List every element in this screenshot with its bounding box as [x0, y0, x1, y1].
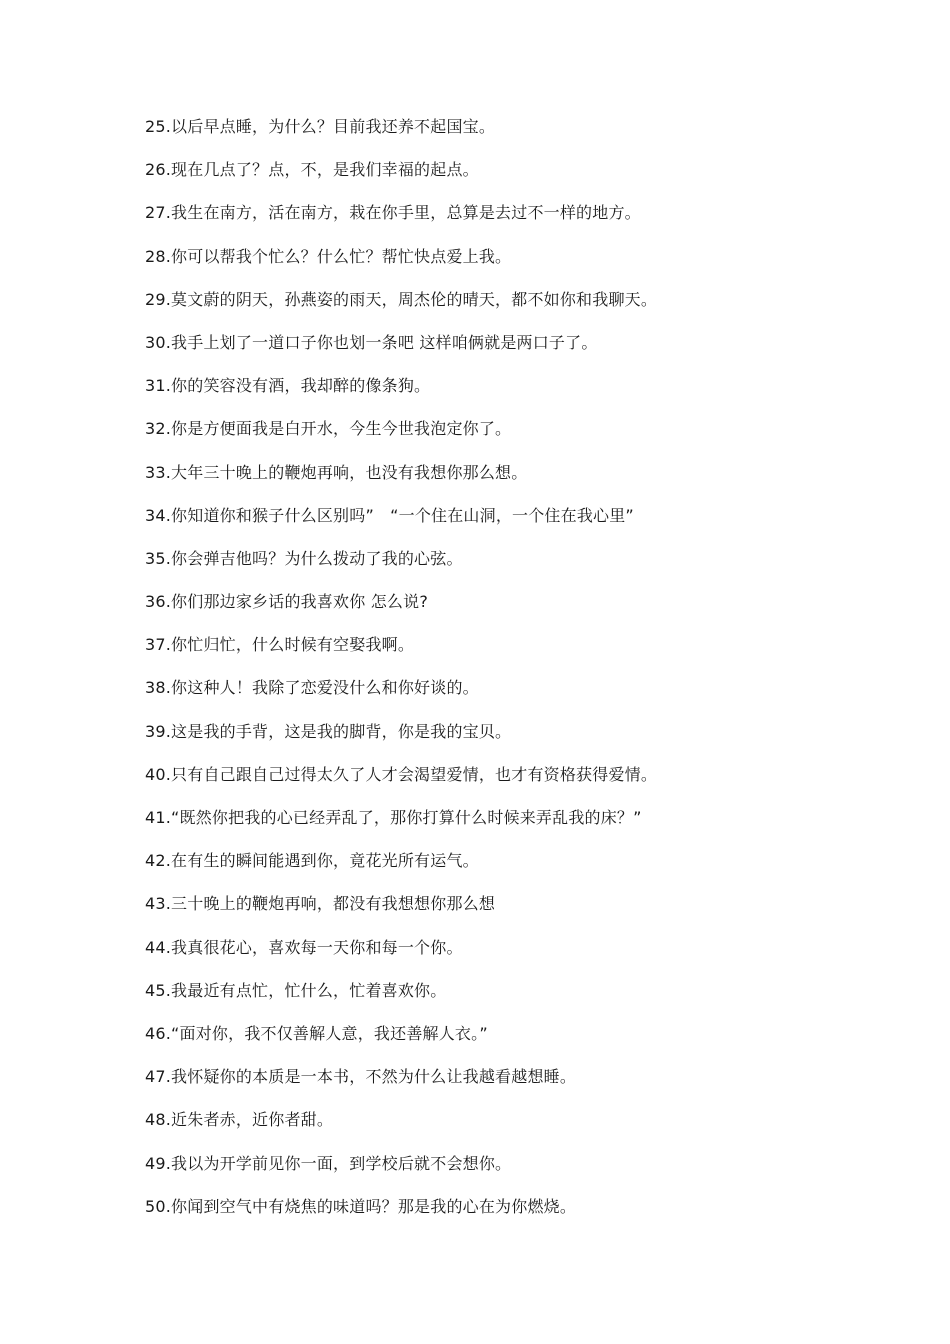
text-line: 48.近朱者赤，近你者甜。	[145, 1110, 334, 1130]
text-line: 45.我最近有点忙，忙什么，忙着喜欢你。	[145, 980, 447, 1000]
text-line: 37.你忙归忙，什么时候有空娶我啊。	[145, 635, 415, 655]
text-line: 32.你是方便面我是白开水，今生今世我泡定你了。	[145, 419, 512, 439]
text-line: 29.莫文蔚的阴天，孙燕姿的雨天，周杰伦的晴天，都不如你和我聊天。	[145, 289, 658, 309]
text-line: 50.你闻到空气中有烧焦的味道吗？那是我的心在为你燃烧。	[145, 1196, 577, 1216]
text-line: 38.你这种人！我除了恋爱没什么和你好谈的。	[145, 678, 479, 698]
text-line: 33.大年三十晚上的鞭炮再响，也没有我想你那么想。	[145, 462, 528, 482]
text-line: 26.现在几点了？点，不，是我们幸福的起点。	[145, 160, 479, 180]
text-line: 34.你知道你和猴子什么区别吗” “一个住在山洞，一个住在我心里”	[145, 505, 634, 525]
text-line: 27.我生在南方，活在南方，栽在你手里，总算是去过不一样的地方。	[145, 203, 641, 223]
text-line: 43.三十晚上的鞭炮再响，都没有我想想你那么想	[145, 894, 496, 914]
text-line: 41.“既然你把我的心已经弄乱了，那你打算什么时候来弄乱我的床？”	[145, 808, 642, 827]
text-line: 39.这是我的手背，这是我的脚背，你是我的宝贝。	[145, 721, 512, 741]
text-line: 42.在有生的瞬间能遇到你，竟花光所有运气。	[145, 851, 479, 871]
text-lines	[145, 114, 865, 1237]
text-line: 28.你可以帮我个忙么？什么忙？帮忙快点爱上我。	[145, 246, 512, 266]
text-line: 49.我以为开学前见你一面，到学校后就不会想你。	[145, 1153, 512, 1173]
text-line: 35.你会弹吉他吗？为什么拨动了我的心弦。	[145, 548, 463, 568]
text-line: 47.我怀疑你的本质是一本书，不然为什么让我越看越想睡。	[145, 1067, 577, 1087]
text-line: 31.你的笑容没有酒，我却醉的像条狗。	[145, 376, 431, 396]
text-line: 44.我真很花心，喜欢每一天你和每一个你。	[145, 937, 463, 957]
text-line: 30.我手上划了一道口子你也划一条吧 这样咱俩就是两口子了。	[145, 332, 598, 352]
text-line: 36.你们那边家乡话的我喜欢你 怎么说?	[145, 592, 429, 612]
text-line: 25.以后早点睡，为什么？目前我还养不起国宝。	[145, 117, 496, 136]
text-line: 46.“面对你，我不仅善解人意，我还善解人衣。”	[145, 1023, 488, 1043]
text-line: 40.只有自己跟自己过得太久了人才会渴望爱情，也才有资格获得爱情。	[145, 764, 658, 784]
